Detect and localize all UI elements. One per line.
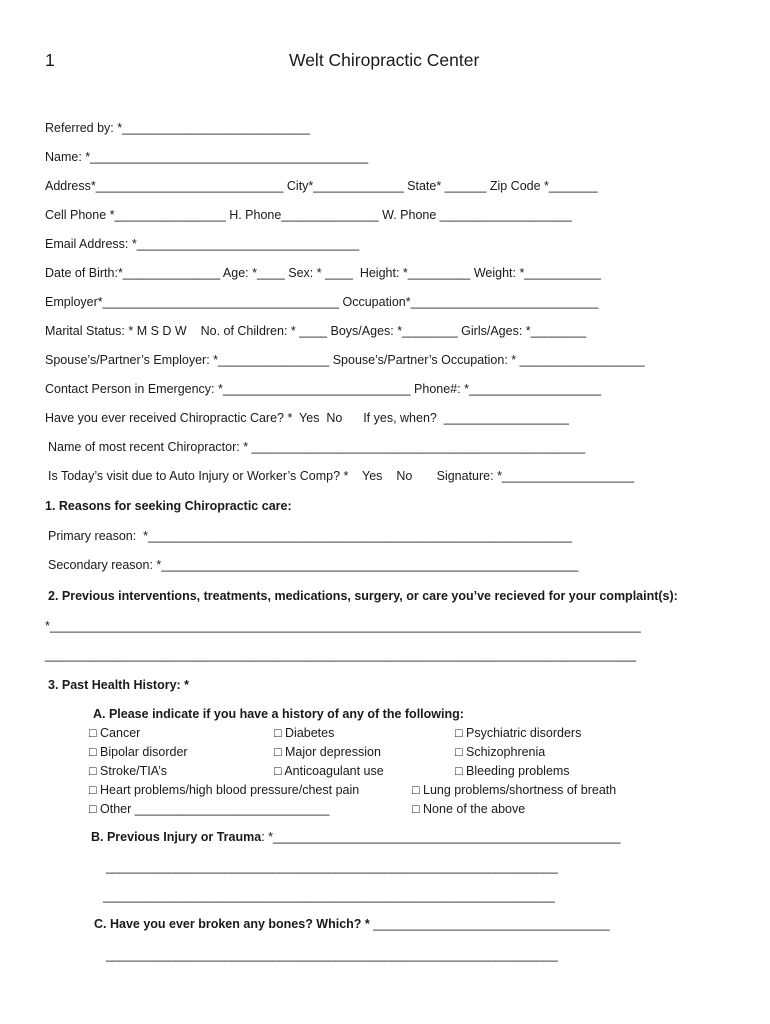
check-schizophrenia[interactable]: □ Schizophrenia bbox=[455, 745, 546, 759]
name-field[interactable]: Name: *________________________________________ bbox=[45, 150, 369, 164]
subB-answer[interactable]: : *__________________________________________________ bbox=[261, 830, 621, 844]
check-heart[interactable]: □ Heart problems/high blood pressure/chest pain bbox=[89, 783, 360, 797]
check-diabetes[interactable]: □ Diabetes bbox=[274, 726, 335, 740]
address-field[interactable]: Address*___________________________ City*_____________ State* ______ Zip Code *_______ bbox=[45, 179, 598, 193]
check-anticoagulant[interactable]: □ Anticoagulant use bbox=[274, 764, 384, 778]
chiro-care-field[interactable]: Have you ever received Chiropractic Care? * Yes No If yes, when? __________________ bbox=[45, 411, 569, 425]
subC-answer[interactable]: __________________________________ bbox=[373, 917, 610, 931]
emergency-fields[interactable]: Contact Person in Emergency: *___________________________ Phone#: *___________________ bbox=[45, 382, 602, 396]
check-none[interactable]: □ None of the above bbox=[412, 802, 526, 816]
birth-fields[interactable]: Date of Birth:*______________ Age: *____ Sex: * ____ Height: *_________ Weight: *___________ bbox=[45, 266, 601, 280]
phone-fields[interactable]: Cell Phone *________________ H. Phone______________ W. Phone ___________________ bbox=[45, 208, 572, 222]
subB-line1[interactable]: _________________________________________________________________ bbox=[106, 860, 558, 874]
section3-subC[interactable] bbox=[94, 916, 610, 932]
subB-line2[interactable]: _________________________________________________________________ bbox=[103, 889, 555, 903]
section3-subA: A. Please indicate if you have a history of any of the following: bbox=[93, 707, 464, 721]
marital-fields[interactable]: Marital Status: * M S D W No. of Children: * ____ Boys/Ages: *________ Girls/Ages: *________ bbox=[45, 324, 587, 338]
section3-subB[interactable] bbox=[91, 829, 621, 845]
referred-by-field[interactable]: Referred by: *___________________________ bbox=[45, 121, 310, 135]
check-other[interactable]: □ Other ____________________________ bbox=[89, 802, 330, 816]
section2-line2[interactable]: _____________________________________________________________________________________ bbox=[45, 648, 636, 662]
auto-injury-field[interactable]: Is Today’s visit due to Auto Injury or Worker’s Comp? * Yes No Signature: *___________________ bbox=[48, 469, 635, 483]
subB-label: B. Previous Injury or Trauma bbox=[91, 830, 262, 844]
employer-fields[interactable]: Employer*__________________________________ Occupation*___________________________ bbox=[45, 295, 599, 309]
check-lung[interactable]: □ Lung problems/shortness of breath bbox=[412, 783, 617, 797]
spouse-fields[interactable]: Spouse’s/Partner’s Employer: *________________ Spouse’s/Partner’s Occupation: * __________________ bbox=[45, 353, 645, 367]
section2-heading: 2. Previous interventions, treatments, medications, surgery, or care you’ve recieved for your complaint(s): bbox=[48, 589, 678, 603]
check-bleeding[interactable]: □ Bleeding problems bbox=[455, 764, 570, 778]
recent-chiro-field[interactable]: Name of most recent Chiropractor: * ________________________________________________ bbox=[48, 440, 586, 454]
subC-label: C. Have you ever broken any bones? Which? * bbox=[94, 917, 370, 931]
secondary-reason-field[interactable]: Secondary reason: *____________________________________________________________ bbox=[48, 558, 579, 572]
check-stroke[interactable]: □ Stroke/TIA’s bbox=[89, 764, 167, 778]
section2-line1[interactable]: *_____________________________________________________________________________________ bbox=[45, 619, 641, 633]
check-bipolar[interactable]: □ Bipolar disorder bbox=[89, 745, 188, 759]
subC-line1[interactable]: _________________________________________________________________ bbox=[106, 948, 558, 962]
page-number: 1 bbox=[45, 50, 55, 70]
page-title: Welt Chiropractic Center bbox=[289, 50, 480, 70]
section3-heading: 3. Past Health History: * bbox=[48, 678, 190, 692]
primary-reason-field[interactable]: Primary reason: *_____________________________________________________________ bbox=[48, 529, 573, 543]
check-depression[interactable]: □ Major depression bbox=[274, 745, 381, 759]
email-field[interactable]: Email Address: *________________________________ bbox=[45, 237, 360, 251]
section1-heading: 1. Reasons for seeking Chiropractic care: bbox=[45, 499, 292, 513]
check-cancer[interactable]: □ Cancer bbox=[89, 726, 141, 740]
check-psychiatric[interactable]: □ Psychiatric disorders bbox=[455, 726, 582, 740]
